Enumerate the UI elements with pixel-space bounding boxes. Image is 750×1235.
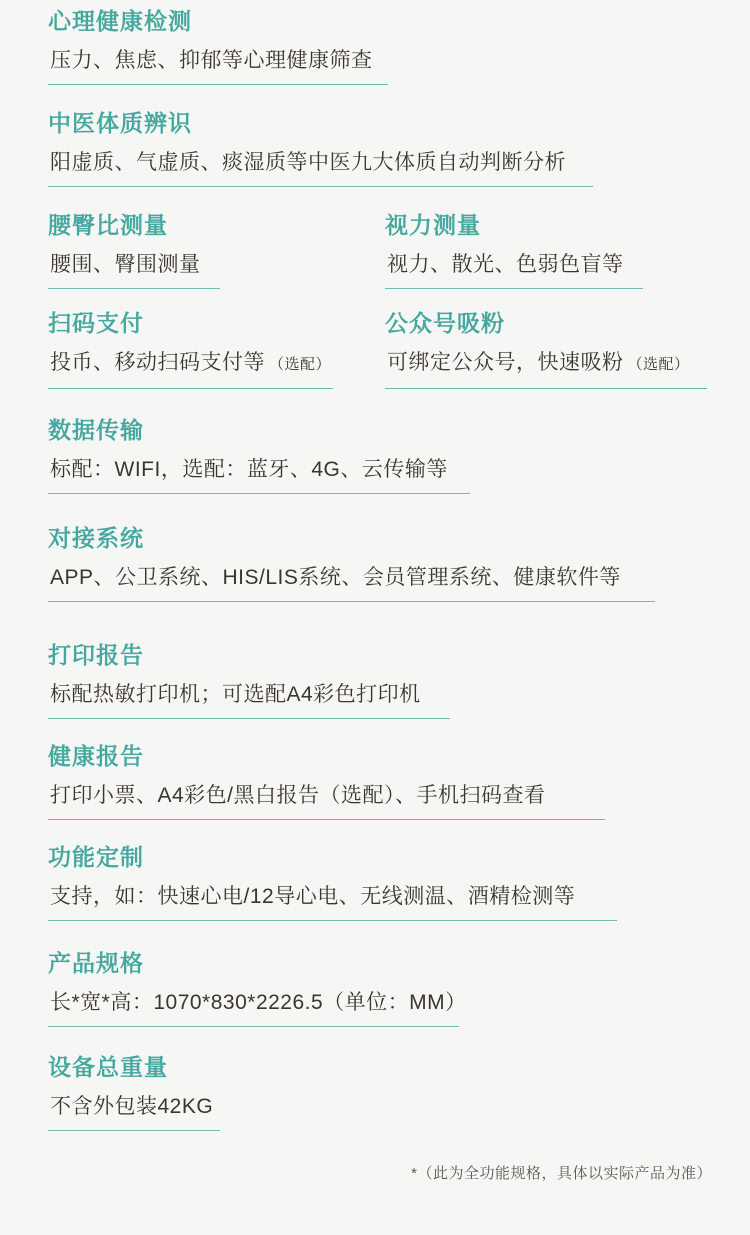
body-text: 打印小票、A4彩色/黑白报告（选配）、手机扫码查看: [50, 784, 546, 807]
divider-line: [48, 718, 450, 719]
body-text: 长*宽*高：1070*830*2226.5（单位：MM）: [50, 991, 467, 1014]
row-measurements: [0, 214, 750, 289]
section-official-account: [385, 312, 750, 389]
section-body: [50, 684, 750, 705]
section-scan-pay: [48, 312, 385, 389]
body-text: 不含外包装42KG: [50, 1095, 214, 1118]
optional-tag: （选配）: [269, 356, 332, 373]
divider-line: [48, 388, 333, 389]
section-body: [50, 459, 750, 480]
section-body: [50, 886, 750, 907]
row-payment-fans: [0, 312, 750, 389]
section-body: [50, 152, 750, 173]
body-text: 标配热敏打印机；可选配A4彩色打印机: [50, 683, 421, 706]
section-custom-function: [0, 846, 750, 921]
section-mental-health-check: [0, 10, 750, 85]
section-heading: 心理健康检测: [48, 8, 192, 34]
section-body: [50, 50, 750, 71]
divider-line: [385, 288, 643, 289]
section-tcm-constitution: [0, 112, 750, 187]
body-text: 标配：WIFI，选配：蓝牙、4G、云传输等: [50, 458, 448, 481]
section-vision-test: [385, 214, 750, 289]
divider-line: [48, 186, 593, 187]
divider-line: [48, 84, 388, 85]
section-system-integration: [0, 527, 750, 602]
section-body: [387, 254, 750, 275]
divider-line: [48, 819, 605, 820]
divider-line: [48, 601, 655, 602]
section-device-weight: [0, 1056, 750, 1131]
section-data-transfer: [0, 419, 750, 494]
section-body: [50, 352, 385, 375]
body-text: 阳虚质、气虚质、痰湿质等中医九大体质自动判断分析: [50, 151, 566, 174]
divider-line: [385, 388, 707, 389]
section-heading: 公众号吸粉: [385, 310, 505, 336]
section-heading: 设备总重量: [48, 1054, 168, 1080]
section-body: [50, 785, 750, 806]
body-text: 可绑定公众号，快速吸粉: [387, 351, 624, 374]
divider-line: [48, 288, 220, 289]
section-waist-hip-ratio: [48, 214, 385, 289]
section-print-report: [0, 644, 750, 719]
disclaimer-note: *（此为全功能规格，具体以实际产品为准）: [411, 1165, 712, 1182]
section-product-spec: [0, 952, 750, 1027]
section-heading: 视力测量: [385, 212, 481, 238]
section-heading: 扫码支付: [48, 310, 144, 336]
body-text: 压力、焦虑、抑郁等心理健康筛查: [50, 49, 373, 72]
body-text: APP、公卫系统、HIS/LIS系统、会员管理系统、健康软件等: [50, 566, 621, 589]
divider-line: [48, 920, 617, 921]
body-text: 视力、散光、色弱色盲等: [387, 253, 624, 276]
section-body: [50, 567, 750, 588]
divider-line: [48, 493, 470, 494]
section-heading: 功能定制: [48, 844, 144, 870]
section-body: [50, 254, 385, 275]
section-heading: 健康报告: [48, 743, 144, 769]
section-heading: 中医体质辨识: [48, 110, 192, 136]
section-heading: 腰臀比测量: [48, 212, 168, 238]
section-heading: 打印报告: [48, 642, 144, 668]
section-heading: 数据传输: [48, 417, 144, 443]
divider-line: [48, 1130, 220, 1131]
section-body: [50, 1096, 750, 1117]
body-text: 腰围、臀围测量: [50, 253, 201, 276]
section-body: [50, 992, 750, 1013]
optional-tag: （选配）: [627, 356, 690, 373]
section-health-report: [0, 745, 750, 820]
section-body: [387, 352, 750, 375]
body-text: 投币、移动扫码支付等: [50, 351, 265, 374]
section-heading: 产品规格: [48, 950, 144, 976]
section-heading: 对接系统: [48, 525, 144, 551]
body-text: 支持，如：快速心电/12导心电、无线测温、酒精检测等: [50, 885, 576, 908]
divider-line: [48, 1026, 459, 1027]
